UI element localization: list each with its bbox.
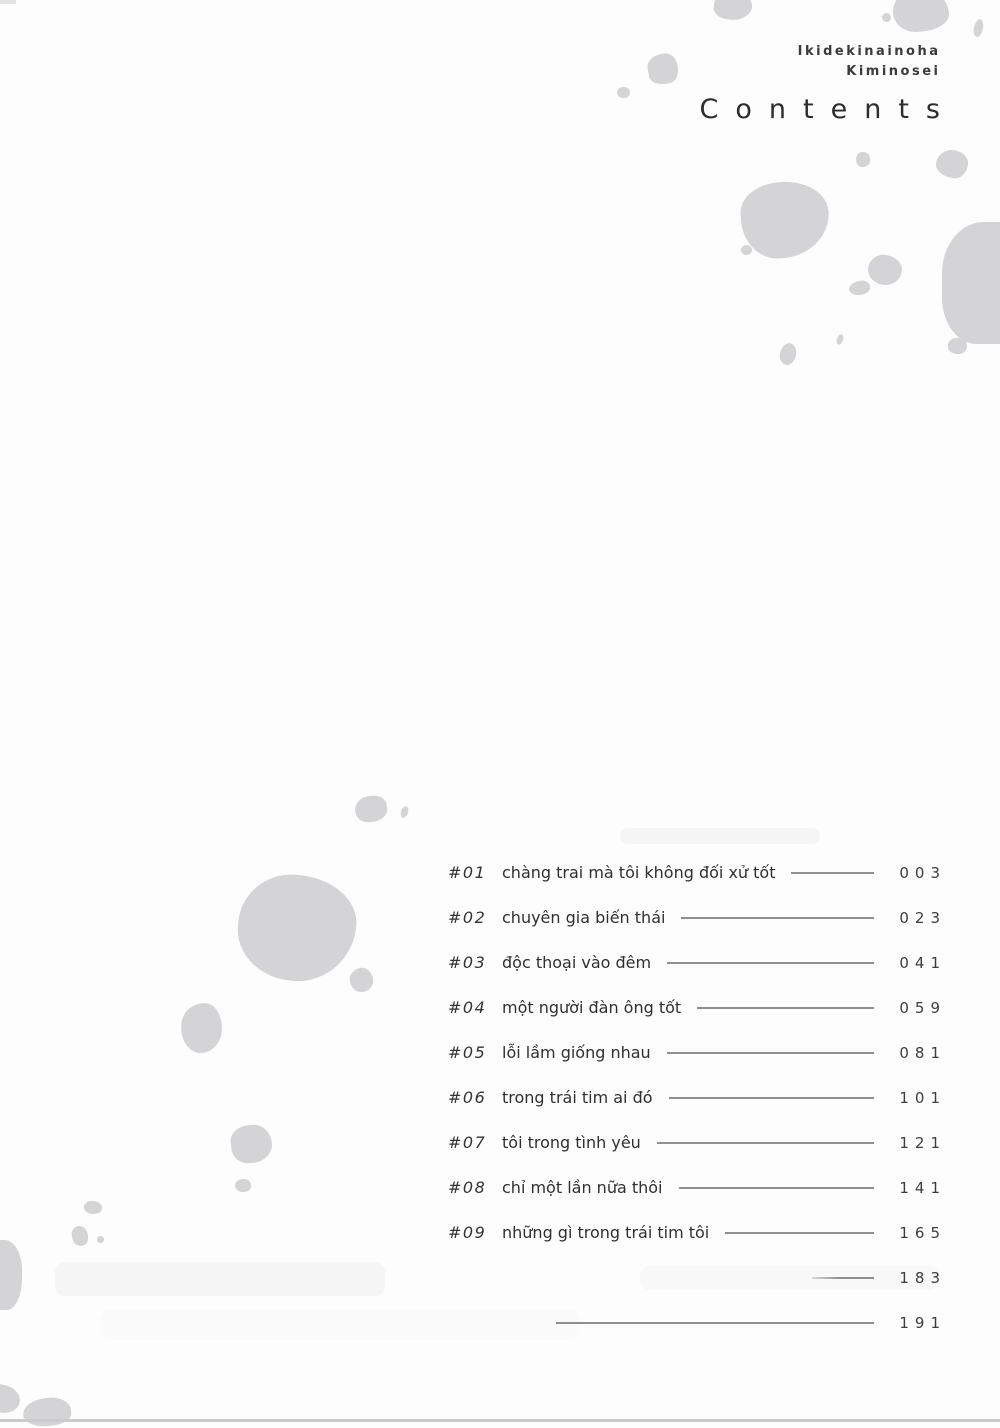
leader-line: [667, 1052, 874, 1054]
page-number: 141: [899, 1178, 946, 1197]
page-number: 023: [899, 908, 946, 927]
page-number: 101: [899, 1088, 946, 1107]
series-title-line-1: Ikidekinainoha: [797, 44, 941, 59]
page-number: 081: [899, 1043, 946, 1062]
blob-decoration: [848, 280, 871, 297]
blob-decoration: [234, 871, 359, 985]
leader-line: [812, 1277, 874, 1279]
chapter-title: một người đàn ông tốt: [502, 998, 682, 1017]
blob-decoration: [835, 333, 844, 345]
blob-decoration: [882, 13, 891, 22]
chapter-number: #09: [448, 1223, 487, 1242]
blob-decoration: [354, 794, 389, 823]
toc-entry: [448, 895, 946, 940]
table-of-contents: [448, 850, 946, 1345]
blob-decoration: [972, 18, 985, 37]
page-title: Contents: [699, 94, 957, 125]
blob-decoration: [948, 338, 967, 354]
chapter-number: #07: [448, 1133, 487, 1152]
page-number: 191: [899, 1313, 946, 1332]
leader-line: [791, 872, 874, 874]
blob-decoration: [778, 341, 799, 366]
leader-line: [697, 1007, 874, 1009]
toc-entry: [448, 1255, 946, 1300]
blob-decoration: [856, 152, 870, 167]
blob-decoration: [229, 1123, 273, 1164]
leader-line: [725, 1232, 874, 1234]
erased-text-smudge: [620, 828, 820, 844]
blob-decoration: [741, 245, 752, 255]
blob-decoration: [866, 253, 904, 287]
chapter-title: chàng trai mà tôi không đối xử tốt: [502, 863, 776, 882]
blob-decoration: [0, 1383, 22, 1415]
blob-decoration: [348, 966, 375, 994]
page-number: 059: [899, 998, 946, 1017]
blob-decoration: [893, 0, 949, 32]
chapter-title: lỗi lầm giống nhau: [502, 1043, 651, 1062]
blob-decoration: [83, 1200, 103, 1216]
chapter-number: #04: [448, 998, 487, 1017]
toc-entry: [448, 850, 946, 895]
leader-line: [657, 1142, 874, 1144]
chapter-title: chỉ một lần nữa thôi: [502, 1178, 663, 1197]
toc-entry: [448, 1075, 946, 1120]
leader-line: [681, 917, 874, 919]
toc-entry: [448, 1210, 946, 1255]
toc-entry: [448, 1120, 946, 1165]
page-number: 183: [899, 1268, 946, 1287]
page-number: 003: [899, 863, 946, 882]
blob-decoration: [935, 148, 970, 179]
blob-decoration: [739, 180, 831, 261]
leader-line: [679, 1187, 875, 1189]
erased-text-smudge: [55, 1262, 385, 1296]
blob-decoration: [0, 1240, 22, 1310]
blob-decoration: [617, 87, 630, 98]
chapter-title: những gì trong trái tim tôi: [502, 1223, 710, 1242]
leader-line: [556, 1322, 874, 1324]
series-title-line-2: Kiminosei: [846, 64, 941, 79]
chapter-number: #05: [448, 1043, 487, 1062]
page-number: 165: [899, 1223, 946, 1242]
blob-decoration: [235, 1179, 251, 1192]
toc-entry: [448, 1030, 946, 1075]
toc-entry: [448, 940, 946, 985]
page-number: 041: [899, 953, 946, 972]
chapter-number: #08: [448, 1178, 487, 1197]
page-edge-mark: [0, 0, 16, 4]
blob-decoration: [646, 52, 681, 87]
leader-line: [669, 1097, 874, 1099]
blob-decoration: [70, 1224, 90, 1247]
chapter-title: chuyên gia biến thái: [502, 908, 666, 927]
chapter-title: tôi trong tình yêu: [502, 1133, 641, 1152]
toc-entry: [448, 1165, 946, 1210]
chapter-number: #06: [448, 1088, 487, 1107]
blob-decoration: [97, 1236, 104, 1243]
toc-entry: [448, 985, 946, 1030]
chapter-number: #02: [448, 908, 487, 927]
chapter-number: #03: [448, 953, 487, 972]
chapter-title: trong trái tim ai đó: [502, 1088, 653, 1107]
page-number: 121: [899, 1133, 946, 1152]
blob-decoration: [22, 1396, 72, 1427]
chapter-number: #01: [448, 863, 487, 882]
blob-decoration: [942, 222, 1000, 344]
blob-decoration: [399, 805, 409, 819]
leader-line: [667, 962, 874, 964]
chapter-title: độc thoại vào đêm: [502, 953, 652, 972]
header: [699, 42, 957, 125]
blob-decoration: [712, 0, 754, 23]
blob-decoration: [178, 1001, 225, 1056]
toc-entry: [448, 1300, 946, 1345]
